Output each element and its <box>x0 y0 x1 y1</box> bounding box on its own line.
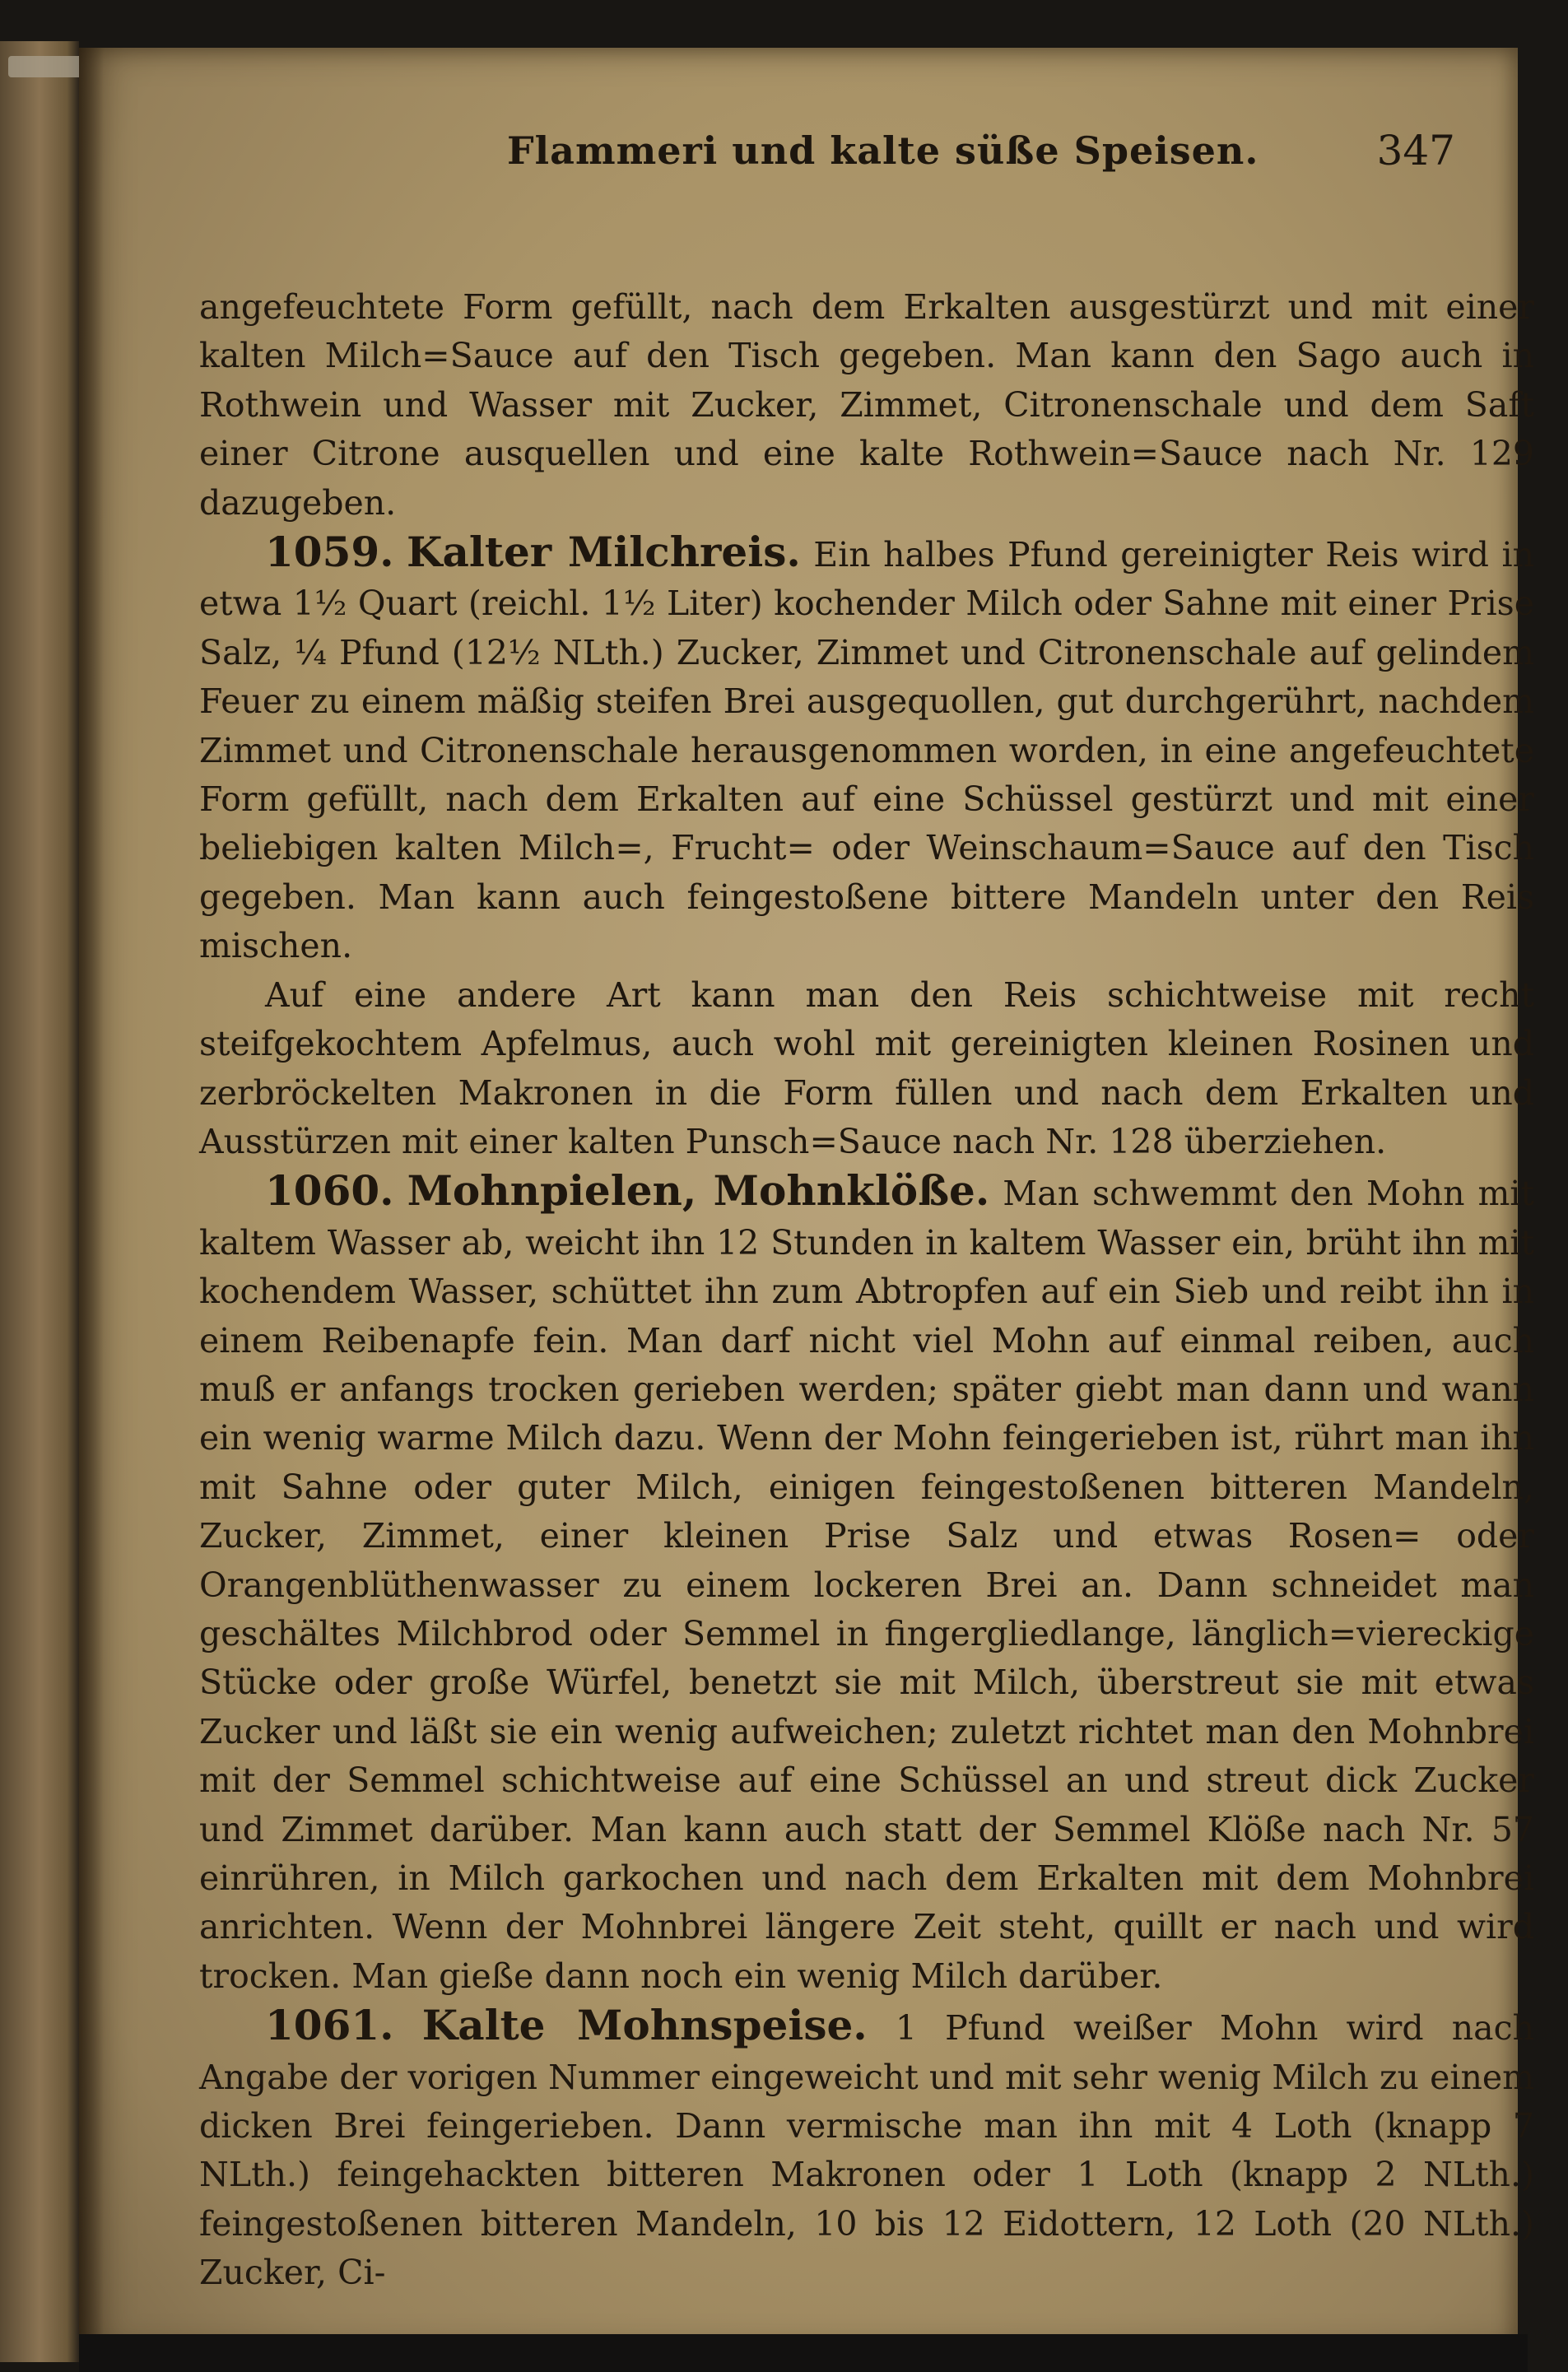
recipe-1059 <box>199 528 1534 971</box>
recipe-title: Kalte Mohnspeise. <box>421 2001 868 2050</box>
recipe-number: 1061. <box>265 2001 394 2050</box>
page-number: 347 <box>1376 127 1455 174</box>
recipe-number: 1060. <box>265 1166 394 1216</box>
continuation-paragraph: angefeuchtete Form gefüllt, nach dem Erkalten ausgestürzt und mit einer kalten Milch=Sauce auf den Tisch gegeben. Man kann den Sago auch in Rothwein und Wasser mit Zucker, Zimmet, Citronenschale und dem Saft einer Citrone ausquellen und eine kalte Rothwein=Sauce nach Nr. 129 dazugeben. <box>199 287 1534 523</box>
facing-page-edge <box>0 41 79 2362</box>
recipe-title: Kalter Milchreis. <box>407 528 801 577</box>
running-title: Flammeri und kalte süße Speisen. <box>507 128 1259 173</box>
page-gutter-shadow <box>79 48 104 2352</box>
recipe-1059-variant: Auf eine andere Art kann man den Reis schichtweise mit recht steifgekochtem Apfelmus, auch wohl mit gereinigten kleinen Rosinen und zerbröckelten Makronen in die Form füllen und nach dem Erkalten und Ausstürzen mit einer kalten Punsch=Sauce nach Nr. 128 überziehen. <box>199 974 1534 1161</box>
recipe-text: Man schwemmt den Mohn mit kaltem Wasser ab, weicht ihn 12 Stunden in kaltem Wasser ein, brüht ihn mit kochendem Wasser, schüttet ihn zum Abtropfen auf ein Sieb und reibt ihn in einem Reibenapfe fein. Man darf nicht viel Mohn auf einmal reiben, auch muß er anfangs trocken gerieben werden; später giebt man dann und wann ein wenig warme Milch dazu. Wenn der Mohn feingerieben ist, rührt man ihn mit Sahne oder guter Milch, einigen feingestoßenen bitteren Mandeln, Zucker, Zimmet, einer kleinen Prise Salz und etwas Rosen= oder Orangenblüthenwasser zu einem lockeren Brei an. Dann schneidet man geschältes Milchbrod oder Semmel in fingergliedlange, länglich=viereckige Stücke oder große Würfel, benetzt sie mit Milch, überstreut sie mit etwas Zucker und läßt sie ein wenig aufweichen; zuletzt richtet man den Mohnbrei mit der Semmel schichtweise auf eine Schüssel an und streut dick Zucker und Zimmet darüber. Man kann auch statt der Semmel Klöße nach Nr. 57 einrühren, in Milch garkochen und nach dem Erkalten mit dem Mohnbrei anrichten. Wenn der Mohnbrei längere Zeit steht, quillt er nach und wird trocken. Man gieße dann noch ein wenig Milch darüber. <box>199 1174 1534 1996</box>
recipe-text: Ein halbes Pfund gereinigter Reis wird in etwa 1½ Quart (reichl. 1½ Liter) kochender Milch oder Sahne mit einer Prise Salz, ¼ Pfund (12½ NLth.) Zucker, Zimmet und Citronenschale auf gelindem Feuer zu einem mäßig steifen Brei ausgequollen, gut durchgerührt, nachdem Zimmet und Citronenschale herausgenommen worden, in eine angefeuchtete Form gefüllt, nach dem Erkalten auf eine Schüssel gestürzt und mit einer beliebigen kalten Milch=, Frucht= oder Weinschaum=Sauce auf den Tisch gegeben. Man kann auch feingestoßene bittere Mandeln unter den Reis mischen. <box>199 535 1534 966</box>
book-page <box>79 48 1534 2352</box>
recipe-text: 1 Pfund weißer Mohn wird nach Angabe der vorigen Nummer eingeweicht und mit sehr wenig Milch zu einem dicken Brei feingerieben. Dann vermische man ihn mit 4 Loth (knapp 7 NLth.) feingehackten bitteren Makronen oder 1 Loth (knapp 2 NLth.) feingestoßenen bitteren Mandeln, 10 bis 12 Eidottern, 12 Loth (20 NLth.) Zucker, Ci- <box>199 2008 1534 2293</box>
recipe-title: Mohnpielen, Mohnklöße. <box>407 1166 990 1216</box>
bottom-background <box>79 2334 1528 2372</box>
recipe-1061 <box>199 2001 1534 2297</box>
recipe-1060 <box>199 1166 1534 2001</box>
page-body <box>199 283 1534 2298</box>
recipe-number: 1059. <box>265 528 394 577</box>
